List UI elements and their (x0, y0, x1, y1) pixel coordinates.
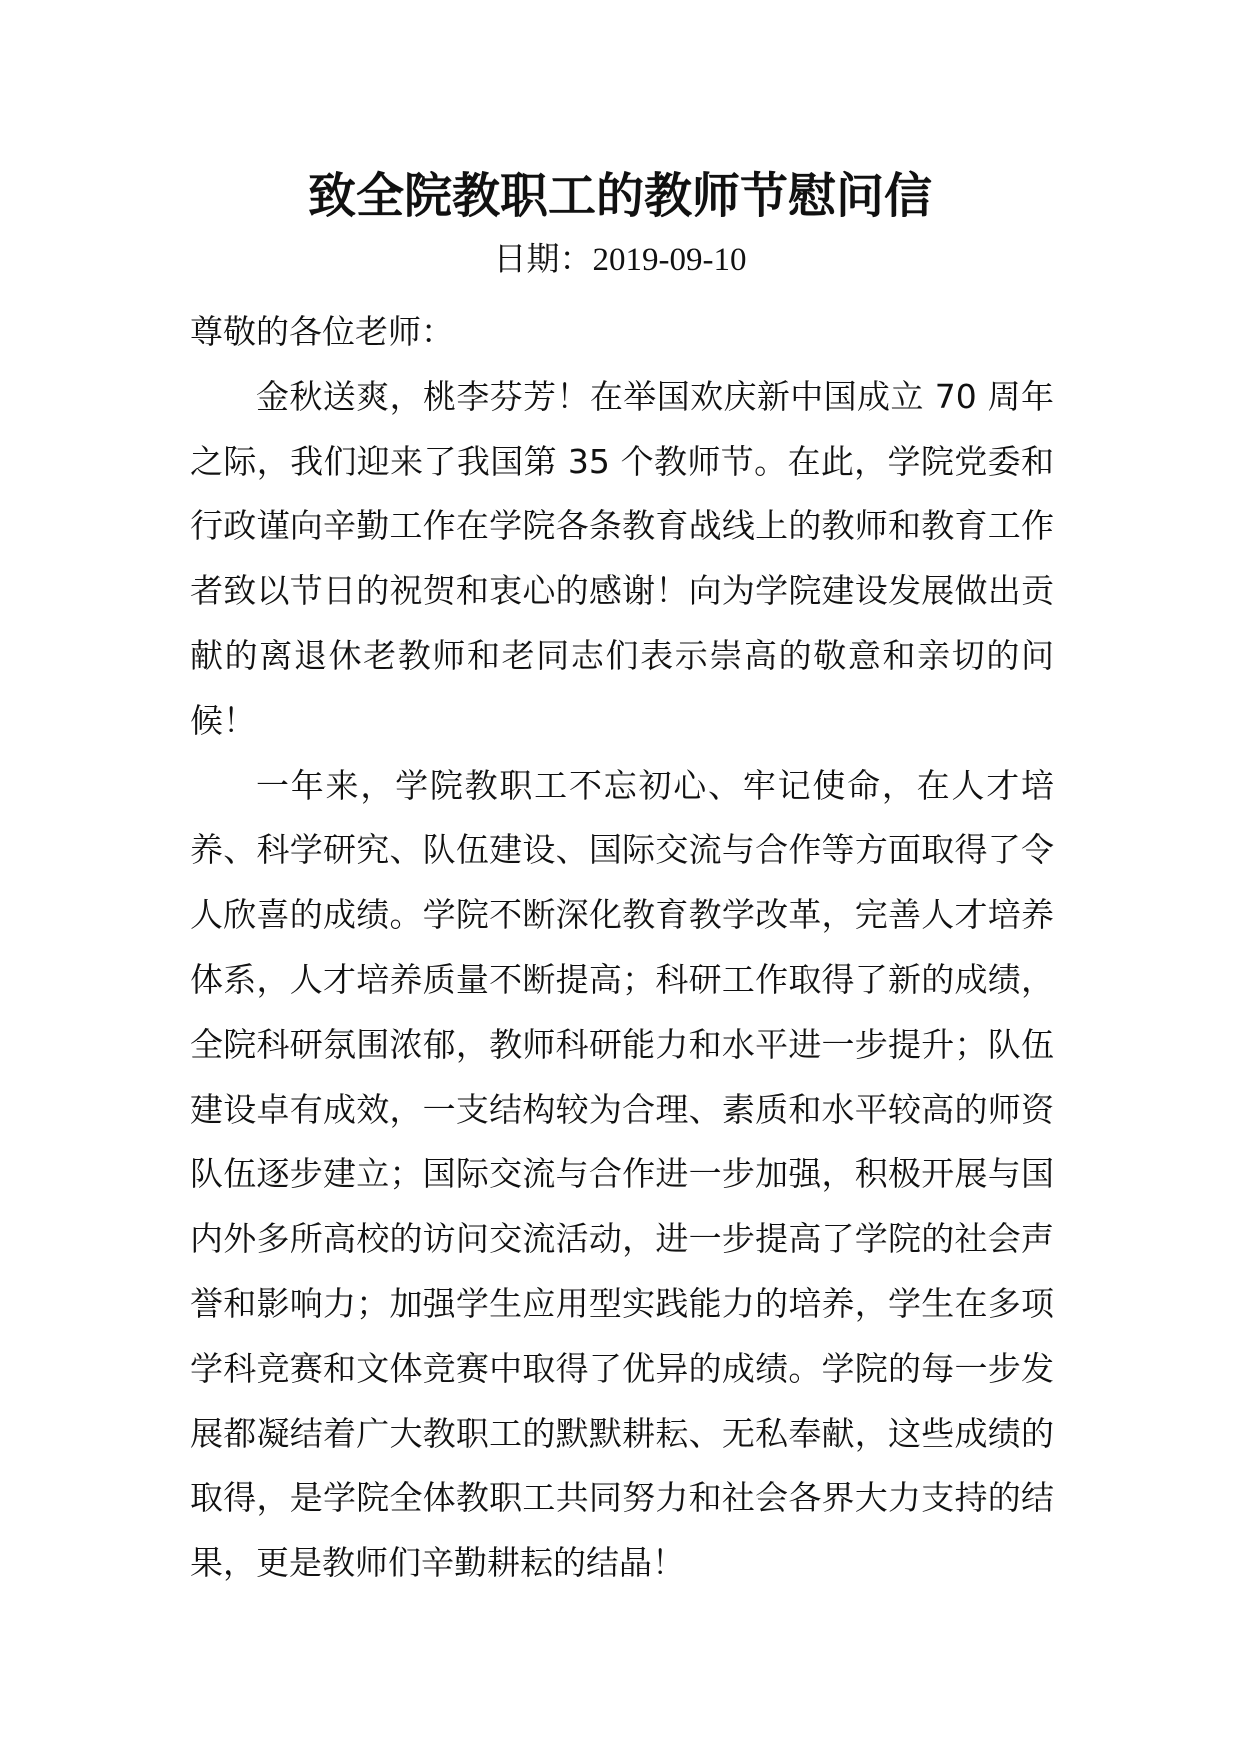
body-paragraph-2: 一年来，学院教职工不忘初心、牢记使命，在人才培养、科学研究、队伍建设、国际交流与合作等方面取得了令人欣喜的成绩。学院不断深化教育教学改革，完善人才培养体系，人才培养质量不断提高；科研工作取得了新的成绩，全院科研氛围浓郁，教师科研能力和水平进一步提升；队伍建设卓有成效，一支结构较为合理、素质和水平较高的师资队伍逐步建立；国际交流与合作进一步加强，积极开展与国内外多所高校的访问交流活动，进一步提高了学院的社会声誉和影响力；加强学生应用型实践能力的培养，学生在多项学科竞赛和文体竞赛中取得了优异的成绩。学院的每一步发展都凝结着广大教职工的默默耕耘、无私奉献，这些成绩的取得，是学院全体教职工共同努力和社会各界大力支持的结果，更是教师们辛勤耕耘的结晶！ (190, 765, 1054, 1583)
letter-body (190, 300, 1054, 1596)
salutation: 尊敬的各位老师： (190, 312, 454, 351)
document-date (0, 236, 1240, 283)
document-title: 致全院教职工的教师节慰问信 (307, 168, 932, 224)
body-paragraph-1: 金秋送爽，桃李芬芳！在举国欢庆新中国成立 70 周年之际，我们迎来了我国第 35 个教师节。在此，学院党委和行政谨向辛勤工作在学院各条教育战线上的教师和教育工作者致以节日的祝贺和衷心的感谢！向为学院建设发展做出贡献的离退休老教师和老同志们表示崇高的敬意和亲切的问候！ (190, 376, 1054, 740)
date-value: 2019-09-10 (592, 242, 747, 278)
date-label: 日期： (493, 239, 593, 278)
